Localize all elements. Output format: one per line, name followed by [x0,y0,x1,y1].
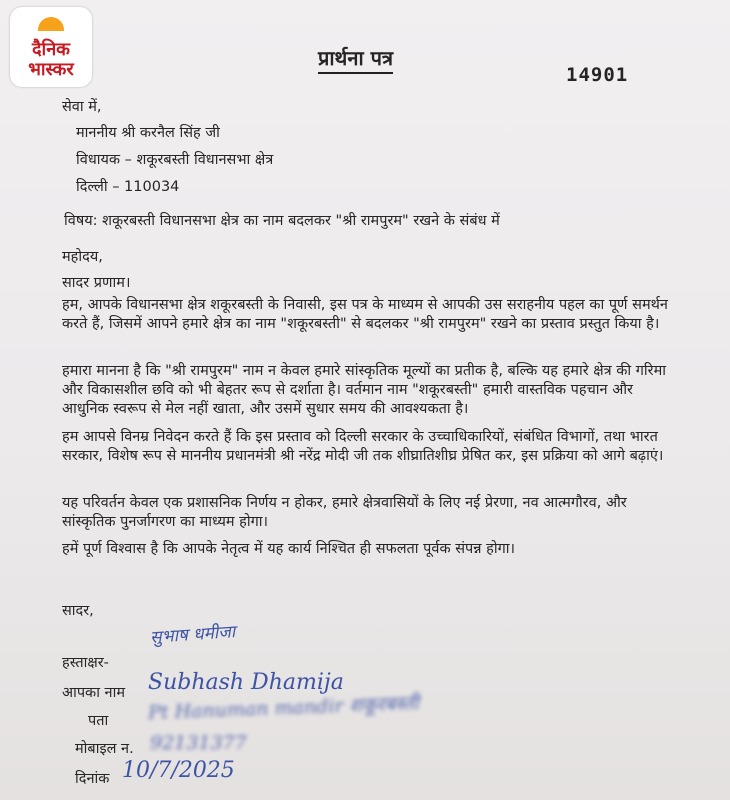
handwritten-signature: सुभाष धमीजा [149,622,236,648]
handwritten-name: Subhash Dhamija [148,670,344,695]
serial-number: 14901 [566,64,629,86]
address-label: पता [88,713,109,729]
salutation: महोदय, [62,249,103,265]
address-city: दिल्ली – 110034 [76,179,180,195]
letter-title: प्रार्थना पत्र [318,44,393,74]
subject-line: विषय: शकूरबस्ती विधानसभा क्षेत्र का नाम बदलकर "श्री रामपुरम" रखने के संबंध में [64,213,500,229]
logo-text-line1: दैनिक [31,39,71,60]
handwritten-date: 10/7/2025 [122,758,235,783]
name-label: आपका नाम [62,685,126,701]
mobile-label: मोबाइल न. [75,741,134,757]
paragraph-5: हमें पूर्ण विश्वास है कि आपके नेतृत्व में यह कार्य निश्चित ही सफलता पूर्वक संपन्न होगा। [62,541,515,557]
address-post: विधायक – शकूरबस्ती विधानसभा क्षेत्र [76,152,274,168]
sun-logo-icon [38,17,64,31]
paragraph-4: यह परिवर्तन केवल एक प्रशासनिक निर्णय न होकर, हमारे क्षेत्रवासियों के लिए नई प्रेरणा, नव आत्मगौरव, और सांस्कृतिक पुनर्जागरण का माध्यम होगा। [62,495,627,530]
handwritten-mobile: 92131377 [150,732,247,754]
date-label: दिनांक [75,771,110,787]
address-name: माननीय श्री करनैल सिंह जी [76,125,220,141]
address-to: सेवा में, [62,99,102,115]
paragraph-1: हम, आपके विधानसभा क्षेत्र शकूरबस्ती के निवासी, इस पत्र के माध्यम से आपकी उस सराहनीय पहल का पूर्ण समर्थन करते हैं, जिसमें आपने हमारे क्षेत्र का नाम "शकूरबस्ती" से बदलकर "श्री रामपुरम" रखने का प्रस्ताव प्रस्तुत किया है। [62,297,668,332]
paragraph-3: हम आपसे विनम्र निवेदन करते हैं कि इस प्रस्ताव को दिल्ली सरकार के उच्चाधिकारियों, संबंधित विभागों, तथा भारत सरकार, विशेष रूप से माननीय प्रधानमंत्री श्री नरेंद्र मोदी जी तक शीघ्रातिशीघ्र प्रेषित कर, इस प्रक्रिया को आगे बढ़ाएं। [62,429,664,464]
signature-label: हस्ताक्षर- [62,655,109,671]
logo-text-line2: भास्कर [28,59,74,80]
newspaper-logo [10,7,92,87]
closing: सादर, [62,603,94,619]
handwritten-address: Pt Hanuman mandir शकूरबस्ती [147,692,420,724]
paragraph-2: हमारा मानना है कि "श्री रामपुरम" नाम न केवल हमारे सांस्कृतिक मूल्यों का प्रतीक है, बल्कि यह हमारे क्षेत्र की गरिमा और विकासशील छवि को भी बेहतर रूप से दर्शाता है। वर्तमान नाम "शकूरबस्ती" हमारी वास्तविक पहचान और आधुनिक स्वरूप से मेल नहीं खाता, और उसमें सुधार समय की आवश्यकता है। [62,363,667,417]
greeting: सादर प्रणाम। [62,275,131,291]
